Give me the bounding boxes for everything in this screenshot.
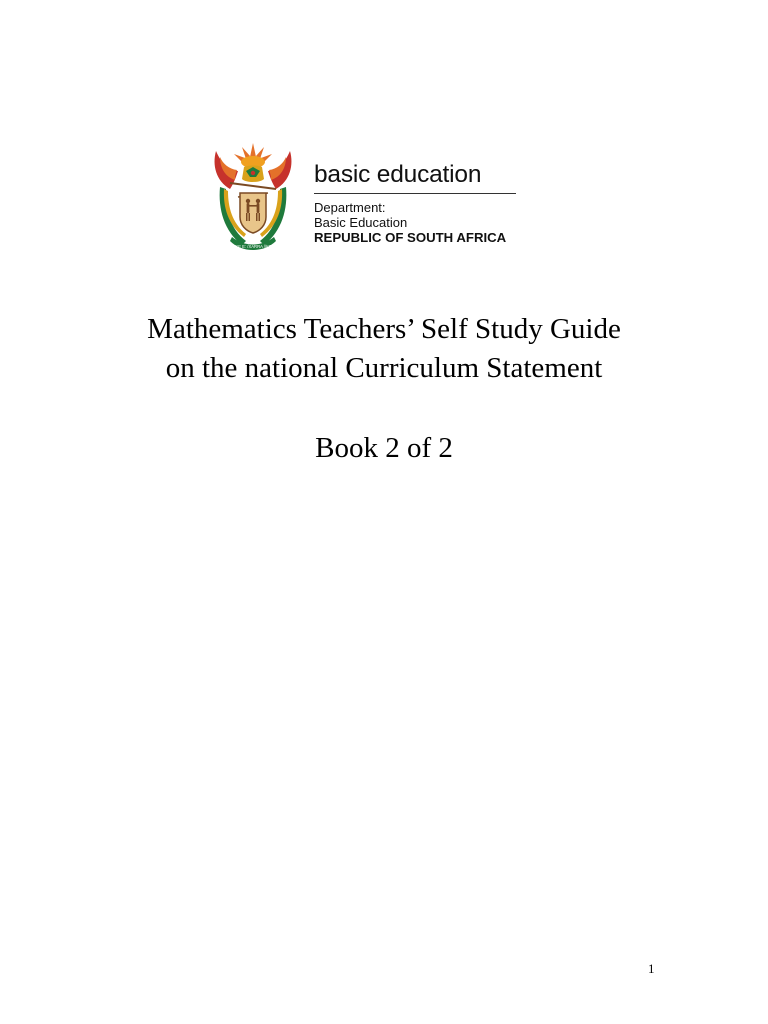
south-africa-coat-of-arms-icon — [208, 137, 298, 255]
brand-divider — [314, 193, 516, 194]
book-volume: Book 2 of 2 — [315, 432, 453, 464]
document-title-line-1: Mathematics Teachers’ Self Study Guide — [147, 313, 621, 345]
header-logo-block — [208, 137, 528, 257]
document-title-line-2: on the national Curriculum Statement — [165, 352, 603, 384]
department-label: Department: — [314, 200, 386, 215]
department-name: Basic Education — [314, 215, 408, 230]
country-name: REPUBLIC OF SOUTH AFRICA — [314, 230, 507, 245]
brand-title: basic education — [314, 161, 482, 188]
emblem-motto: !KE E: /XARRA //KE — [234, 244, 272, 249]
page-number: 1 — [648, 961, 655, 976]
brand-text — [314, 161, 516, 245]
document-title — [0, 310, 768, 388]
